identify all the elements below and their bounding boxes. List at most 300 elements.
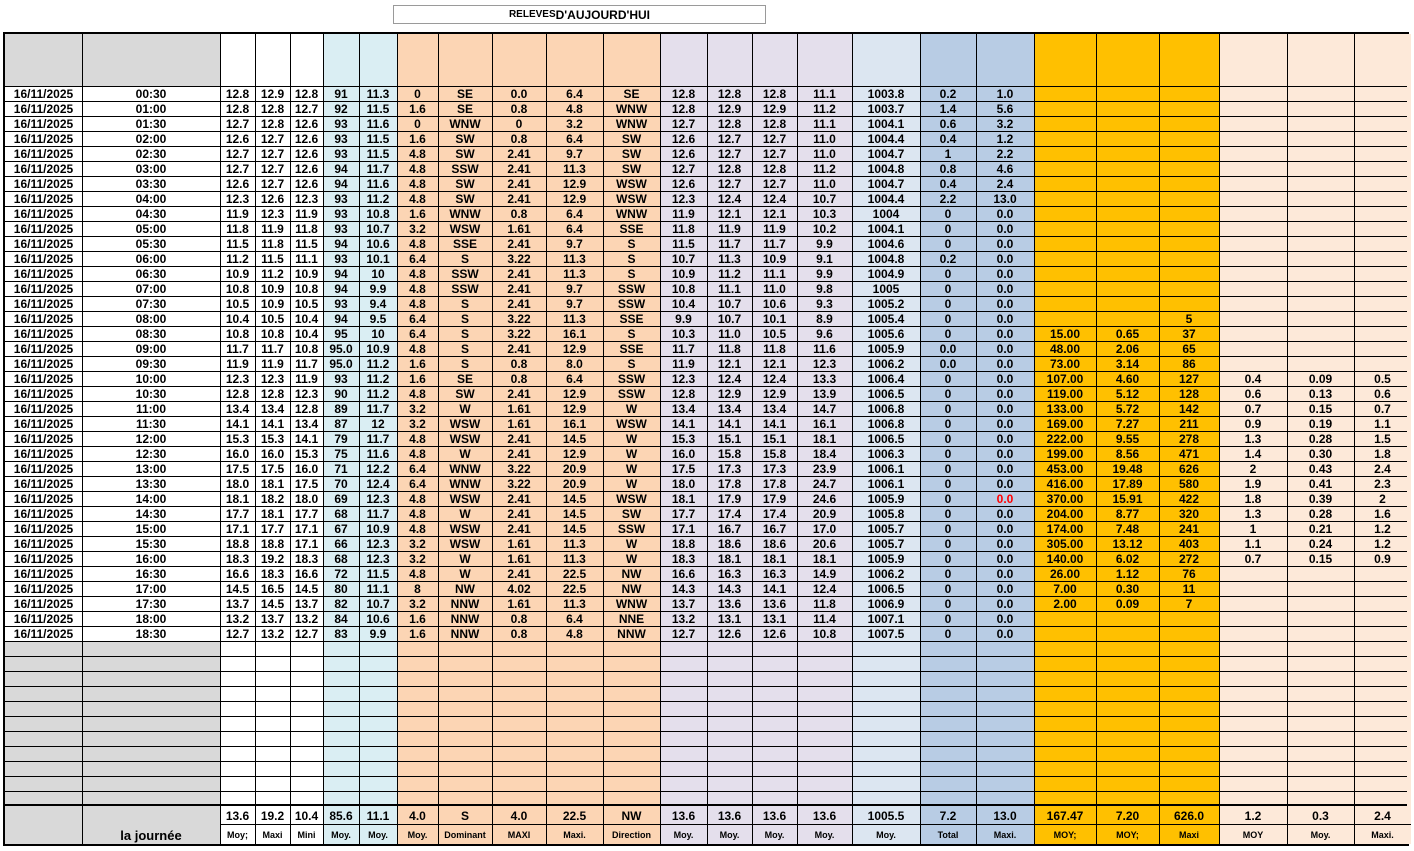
footer-label-uv-2: Moy. [1310,829,1331,840]
data-cell-solar-2 [1096,297,1159,311]
data-cell-uv-2 [1287,327,1354,341]
data-cell-uv-moy: 1.8 [1244,492,1262,506]
data-cell-gust-dir: SW [621,132,642,146]
data-cell-dew-3: 14.1 [762,582,787,596]
data-cell-uv-2 [1287,177,1354,191]
data-cell-solar-2: 4.60 [1115,372,1140,386]
data-cell-uv-maxi [1354,207,1411,221]
data-cell-dew-2: 15.8 [717,447,742,461]
data-cell-wind-moy: 4.8 [409,522,426,536]
data-cell-dew-4: 11.2 [813,162,836,176]
data-cell-pressure: 1005.6 [867,327,905,341]
data-cell-temp-maxi: 10.9 [260,282,285,296]
data-cell-dew-4: 10.2 [812,222,837,236]
data-cell-dew-2: 14.3 [717,582,742,596]
data-cell-gust-dir: WSW [616,177,647,191]
data-cell-wind-maxi: 1.61 [507,552,531,566]
data-cell-uv-moy [1219,252,1287,266]
data-cell-temp-mini: 11.9 [295,372,318,386]
data-cell-pressure: 1006.3 [867,447,905,461]
data-cell-temp-maxi: 12.3 [260,207,285,221]
data-cell-temp-maxi: 18.1 [260,507,285,521]
data-cell-wind-maxi: 1.61 [507,417,531,431]
data-cell-rain-total: 0 [944,297,952,311]
data-cell-solar-maxi: 11 [1182,582,1196,596]
data-cell-humidity-2: 12.3 [366,492,390,506]
data-cell-rain-maxi: 1.2 [996,132,1014,146]
data-cell-uv-moy [1219,597,1287,611]
data-cell-dew-1: 12.6 [671,177,696,191]
data-cell-wind-moy: 6.4 [409,252,426,266]
title-prefix: RELEVES [508,9,556,20]
data-cell-solar-moy: 370.00 [1046,492,1084,506]
data-cell-pressure: 1005.2 [867,297,905,311]
data-cell-temp-maxi: 14.1 [260,417,285,431]
total-rain-maxi: 13.0 [993,809,1017,823]
data-cell-uv-maxi [1354,252,1411,266]
data-cell-rain-maxi: 0.0 [996,267,1014,281]
data-cell-pressure: 1005 [872,282,900,296]
data-cell-wind-dir: NNW [450,612,480,626]
data-cell-uv-moy [1219,267,1287,281]
data-cell-dew-2: 10.7 [717,297,742,311]
data-cell-solar-2: 5.72 [1115,402,1140,416]
data-cell-dew-3: 12.7 [762,147,787,161]
data-cell-wind-moy: 4.8 [409,567,426,581]
data-cell-uv-2: 0.41 [1308,477,1333,491]
total-dew-2: 13.6 [717,809,742,823]
data-cell-solar-maxi [1159,612,1219,626]
header-tick [1096,48,1097,62]
data-cell-solar-2: 7.48 [1115,522,1140,536]
data-cell-dew-3: 16.7 [762,522,787,536]
data-cell-gust-dir: SSW [617,372,646,386]
data-cell-uv-2: 0.09 [1308,372,1333,386]
data-cell-wind-maxi: 3.22 [507,477,531,491]
data-cell-temp-moy: 10.5 [225,297,250,311]
data-cell-dew-1: 13.2 [671,612,696,626]
total-gust-maxi: 22.5 [562,809,587,823]
data-cell-dew-1: 11.9 [672,357,695,371]
data-cell-gust-maxi: 9.7 [566,147,583,161]
data-cell-date: 16/11/2025 [13,192,74,206]
data-cell-pressure: 1003.8 [867,87,905,101]
data-cell-humidity: 72 [334,567,348,581]
data-cell-dew-2: 17.9 [717,492,742,506]
data-cell-uv-moy [1219,207,1287,221]
data-cell-gust-maxi: 14.5 [562,522,587,536]
data-cell-uv-maxi [1354,612,1411,626]
data-cell-wind-moy: 6.4 [409,477,426,491]
data-cell-gust-maxi: 14.5 [562,432,587,446]
header-tick [438,48,439,62]
data-cell-solar-2: 8.77 [1115,507,1140,521]
data-cell-wind-moy: 0 [414,87,421,101]
data-cell-rain-total: 0 [944,522,952,536]
data-cell-solar-maxi: 422 [1178,492,1200,506]
data-cell-dew-4: 14.7 [812,402,837,416]
data-cell-dew-4: 10.3 [812,207,837,221]
data-cell-time: 03:00 [135,162,167,176]
data-cell-dew-3: 12.8 [762,87,787,101]
data-cell-gust-dir: NNW [617,627,646,641]
data-cell-wind-moy: 4.8 [409,162,426,176]
data-cell-time: 16:00 [135,552,167,566]
data-cell-humidity-2: 9.5 [369,312,387,326]
data-cell-temp-mini: 10.9 [294,267,319,281]
total-uv-maxi: 2.4 [1374,809,1391,823]
data-cell-wind-moy: 4.8 [409,342,426,356]
data-cell-wind-dir: SE [456,87,473,101]
total-gust-dir: NW [621,809,642,823]
data-cell-temp-maxi: 12.7 [260,162,285,176]
data-cell-rain-maxi: 0.0 [996,462,1014,476]
data-cell-temp-mini: 17.1 [294,522,319,536]
data-cell-gust-maxi: 11.3 [563,267,586,281]
data-cell-rain-total: 1.4 [939,102,957,116]
footer-label-gust-maxi: Maxi. [563,829,586,840]
data-cell-solar-moy [1034,612,1096,626]
data-cell-wind-moy: 8 [414,582,421,596]
data-cell-humidity: 84 [334,612,348,626]
data-cell-date: 16/11/2025 [13,177,74,191]
data-cell-solar-moy: 416.00 [1046,477,1084,491]
data-cell-uv-2 [1287,627,1354,641]
data-cell-wind-dir: NNW [450,627,480,641]
data-cell-dew-1: 13.7 [671,597,696,611]
data-cell-time: 04:30 [135,207,167,221]
data-cell-pressure: 1004.7 [867,177,905,191]
data-cell-uv-moy [1219,147,1287,161]
data-cell-dew-4: 11.4 [813,612,836,626]
data-cell-dew-3: 12.7 [762,177,787,191]
data-cell-uv-moy [1219,132,1287,146]
data-cell-dew-3: 12.9 [762,387,787,401]
data-cell-temp-moy: 12.7 [225,162,250,176]
data-cell-wind-moy: 1.6 [409,207,426,221]
data-cell-uv-maxi: 0.9 [1374,552,1391,566]
data-cell-rain-total: 0 [944,492,952,506]
data-cell-temp-moy: 12.8 [225,102,250,116]
data-cell-wind-moy: 1.6 [409,627,426,641]
data-cell-wind-dir: W [459,507,471,521]
data-cell-temp-maxi: 17.5 [260,462,285,476]
data-cell-wind-maxi: 0 [515,117,523,131]
data-cell-dew-4: 12.3 [812,357,837,371]
data-cell-pressure: 1004.4 [867,192,905,206]
data-cell-temp-maxi: 15.3 [260,432,285,446]
data-cell-temp-moy: 14.1 [225,417,250,431]
data-cell-dew-3: 10.9 [762,252,787,266]
data-cell-time: 09:00 [135,342,167,356]
data-cell-dew-2: 17.3 [717,462,742,476]
data-cell-solar-moy [1034,162,1096,176]
data-cell-uv-maxi: 1.5 [1374,432,1391,446]
data-cell-date: 16/11/2025 [13,282,74,296]
data-cell-gust-maxi: 14.5 [562,507,587,521]
data-cell-date: 16/11/2025 [13,252,74,266]
data-cell-dew-3: 13.1 [762,612,787,626]
data-cell-gust-maxi: 12.9 [562,402,587,416]
data-cell-date: 16/11/2025 [13,327,74,341]
data-cell-gust-dir: SSE [619,222,644,236]
data-cell-dew-3: 11.1 [763,267,786,281]
data-cell-dew-1: 10.9 [671,267,696,281]
data-cell-humidity: 94 [334,312,348,326]
data-cell-dew-2: 15.1 [717,432,742,446]
data-cell-rain-total: 0.4 [939,177,957,191]
data-cell-solar-moy [1034,147,1096,161]
data-cell-pressure: 1004.1 [867,117,905,131]
data-cell-rain-total: 0.6 [939,117,957,131]
data-cell-solar-2 [1096,252,1159,266]
data-cell-rain-total: 0.0 [939,357,957,371]
data-cell-time: 00:30 [135,87,167,101]
data-cell-dew-2: 12.6 [717,627,742,641]
data-cell-date: 16/11/2025 [13,477,74,491]
data-cell-rain-maxi: 0.0 [996,582,1014,596]
data-cell-uv-maxi [1354,327,1411,341]
data-cell-gust-dir: NW [621,567,642,581]
row-divider [5,776,1407,777]
data-cell-wind-dir: SW [455,177,475,191]
data-cell-time: 02:30 [135,147,167,161]
data-cell-rain-maxi: 0.0 [996,507,1014,521]
data-cell-date: 16/11/2025 [13,522,74,536]
data-cell-pressure: 1005.9 [867,492,905,506]
data-cell-date: 16/11/2025 [13,297,74,311]
data-cell-dew-4: 18.1 [812,432,837,446]
data-cell-wind-moy: 4.8 [409,177,426,191]
data-cell-date: 16/11/2025 [13,267,74,281]
data-cell-temp-maxi: 12.7 [260,147,285,161]
data-cell-gust-dir: SSW [617,387,646,401]
data-cell-humidity-2: 12 [371,417,385,431]
data-cell-uv-maxi [1354,177,1411,191]
data-cell-wind-maxi: 0.8 [510,372,528,386]
data-cell-wind-moy: 4.8 [409,282,426,296]
data-cell-dew-1: 11.5 [672,237,695,251]
data-cell-temp-maxi: 12.7 [260,132,285,146]
data-cell-dew-4: 9.9 [816,237,833,251]
data-cell-humidity: 93 [334,207,348,221]
data-cell-uv-maxi: 0.6 [1374,387,1391,401]
data-cell-temp-moy: 11.9 [226,207,249,221]
data-cell-humidity-2: 12.3 [366,552,390,566]
data-cell-temp-moy: 18.1 [225,492,250,506]
data-cell-dew-4: 9.9 [816,267,833,281]
data-cell-temp-mini: 11.7 [295,357,318,371]
data-cell-wind-maxi: 2.41 [507,522,531,536]
data-cell-uv-2 [1287,312,1354,326]
data-cell-wind-moy: 4.8 [409,432,426,446]
data-cell-pressure: 1006.1 [867,477,905,491]
data-cell-uv-maxi [1354,87,1411,101]
data-cell-time: 10:00 [135,372,167,386]
data-cell-wind-dir: S [460,297,469,311]
data-cell-wind-moy: 0 [414,117,421,131]
data-cell-gust-dir: W [625,552,638,566]
data-cell-temp-mini: 13.4 [294,417,319,431]
data-cell-dew-1: 18.8 [671,537,696,551]
data-cell-solar-2: 19.48 [1112,462,1143,476]
data-cell-date: 16/11/2025 [13,462,74,476]
data-cell-solar-2: 13.12 [1112,537,1143,551]
data-cell-wind-dir: WSW [449,522,481,536]
data-cell-rain-total: 0 [944,507,952,521]
data-cell-rain-maxi: 0.0 [996,312,1014,326]
data-cell-humidity-2: 12.3 [366,537,390,551]
data-cell-wind-maxi: 3.22 [507,462,531,476]
data-cell-wind-maxi: 1.61 [507,597,531,611]
data-cell-solar-maxi: 76 [1182,567,1196,581]
total-temp-mini: 10.4 [294,809,319,823]
total-rain-total: 7.2 [939,809,957,823]
data-cell-solar-2 [1096,612,1159,626]
total-humidity: 85.6 [329,809,353,823]
data-cell-dew-4: 20.9 [812,507,837,521]
row-divider [5,791,1407,792]
data-cell-humidity: 89 [334,402,348,416]
data-cell-gust-maxi: 9.7 [566,297,583,311]
data-cell-gust-dir: W [625,477,638,491]
data-cell-uv-2: 0.39 [1308,492,1333,506]
data-cell-uv-moy [1219,612,1287,626]
data-cell-humidity: 95.0 [329,342,353,356]
data-cell-gust-maxi: 14.5 [562,492,587,506]
data-cell-humidity: 87 [334,417,348,431]
data-cell-gust-maxi: 20.9 [562,477,587,491]
data-cell-solar-moy [1034,117,1096,131]
data-cell-humidity-2: 9.4 [369,297,387,311]
data-cell-uv-maxi [1354,597,1411,611]
data-cell-rain-maxi: 3.2 [996,117,1014,131]
data-cell-humidity-2: 10.9 [366,342,390,356]
data-cell-gust-dir: SW [621,147,642,161]
data-cell-uv-maxi: 0.7 [1374,402,1391,416]
data-cell-uv-maxi: 1.1 [1374,417,1391,431]
data-cell-humidity: 68 [334,507,348,521]
data-cell-wind-dir: WSW [449,417,481,431]
data-cell-temp-maxi: 12.8 [260,102,285,116]
data-cell-uv-2: 0.15 [1308,402,1333,416]
data-cell-rain-maxi: 0.0 [996,252,1014,266]
data-cell-rain-total: 0 [944,267,952,281]
data-cell-rain-maxi: 4.6 [996,162,1014,176]
data-cell-dew-1: 12.7 [671,627,696,641]
data-cell-uv-2 [1287,342,1354,356]
data-cell-dew-2: 11.1 [718,282,741,296]
data-cell-pressure: 1006.8 [867,402,905,416]
data-cell-dew-3: 12.4 [762,192,787,206]
data-cell-rain-total: 0 [944,312,952,326]
data-cell-gust-dir: W [625,432,638,446]
data-cell-rain-total: 0.4 [939,132,957,146]
data-cell-pressure: 1005.9 [867,342,905,356]
footer-label-wind-dir: Dominant [444,829,486,840]
data-cell-solar-2: 0.09 [1115,597,1140,611]
data-cell-gust-dir: NW [621,582,642,596]
data-cell-uv-maxi: 1.2 [1374,537,1391,551]
data-cell-dew-2: 17.4 [717,507,742,521]
data-cell-humidity-2: 12.4 [366,477,390,491]
data-cell-temp-maxi: 10.8 [260,327,285,341]
data-cell-solar-moy: 2.00 [1053,597,1077,611]
data-cell-dew-3: 11.8 [763,342,786,356]
data-cell-wind-maxi: 1.61 [507,222,531,236]
data-cell-wind-maxi: 2.41 [507,282,531,296]
data-cell-date: 16/11/2025 [13,537,74,551]
data-cell-date: 16/11/2025 [13,132,74,146]
data-cell-uv-moy [1219,237,1287,251]
data-cell-date: 16/11/2025 [13,627,74,641]
data-cell-solar-moy: 26.00 [1049,567,1081,581]
data-cell-solar-2 [1096,282,1159,296]
data-cell-uv-maxi [1354,222,1411,236]
data-cell-solar-2 [1096,267,1159,281]
data-cell-wind-dir: WNW [449,462,481,476]
data-cell-gust-dir: WNW [615,207,648,221]
data-cell-temp-moy: 12.7 [225,147,250,161]
footer-label-humidity-2: Moy. [368,829,388,840]
data-cell-humidity: 93 [334,372,348,386]
data-cell-humidity: 82 [334,597,348,611]
data-cell-time: 07:30 [135,297,167,311]
data-cell-wind-moy: 4.8 [409,507,426,521]
data-cell-temp-moy: 16.0 [225,447,250,461]
data-cell-uv-moy [1219,567,1287,581]
data-cell-uv-moy: 1.9 [1244,477,1262,491]
data-cell-date: 16/11/2025 [13,342,74,356]
data-cell-date: 16/11/2025 [13,612,74,626]
data-cell-dew-3: 18.6 [762,537,787,551]
total-solar-2: 7.20 [1115,809,1140,823]
data-cell-wind-moy: 4.8 [409,192,426,206]
data-cell-dew-2: 17.8 [717,477,742,491]
data-cell-solar-moy [1034,102,1096,116]
data-cell-time: 17:00 [135,582,167,596]
data-cell-solar-2 [1096,87,1159,101]
data-cell-humidity-2: 12.2 [366,462,390,476]
data-cell-temp-maxi: 16.0 [260,447,285,461]
data-cell-uv-moy: 1.3 [1244,507,1262,521]
data-cell-humidity-2: 10.8 [366,207,390,221]
data-cell-dew-2: 12.7 [717,177,742,191]
data-cell-uv-2: 0.43 [1308,462,1333,476]
footer-label-solar-moy: MOY; [1053,829,1077,840]
data-cell-temp-maxi: 18.1 [260,477,285,491]
data-cell-rain-total: 0 [944,447,952,461]
data-cell-solar-maxi: 127 [1178,372,1200,386]
data-cell-wind-dir: SW [455,192,475,206]
data-cell-wind-moy: 1.6 [409,612,426,626]
data-cell-temp-moy: 12.7 [225,117,250,131]
data-cell-uv-2 [1287,87,1354,101]
data-cell-humidity: 93 [334,297,348,311]
data-cell-pressure: 1007.5 [867,627,905,641]
data-cell-solar-2 [1096,177,1159,191]
data-cell-temp-moy: 10.8 [225,327,250,341]
data-cell-gust-maxi: 11.3 [563,312,586,326]
data-cell-gust-dir: S [627,252,636,266]
data-cell-dew-1: 12.6 [671,147,696,161]
data-cell-time: 06:30 [135,267,167,281]
data-cell-temp-mini: 16.6 [294,567,319,581]
data-cell-solar-maxi [1159,267,1219,281]
data-cell-temp-moy: 11.9 [226,357,249,371]
data-cell-uv-moy: 1 [1249,522,1257,536]
data-cell-time: 12:30 [135,447,167,461]
